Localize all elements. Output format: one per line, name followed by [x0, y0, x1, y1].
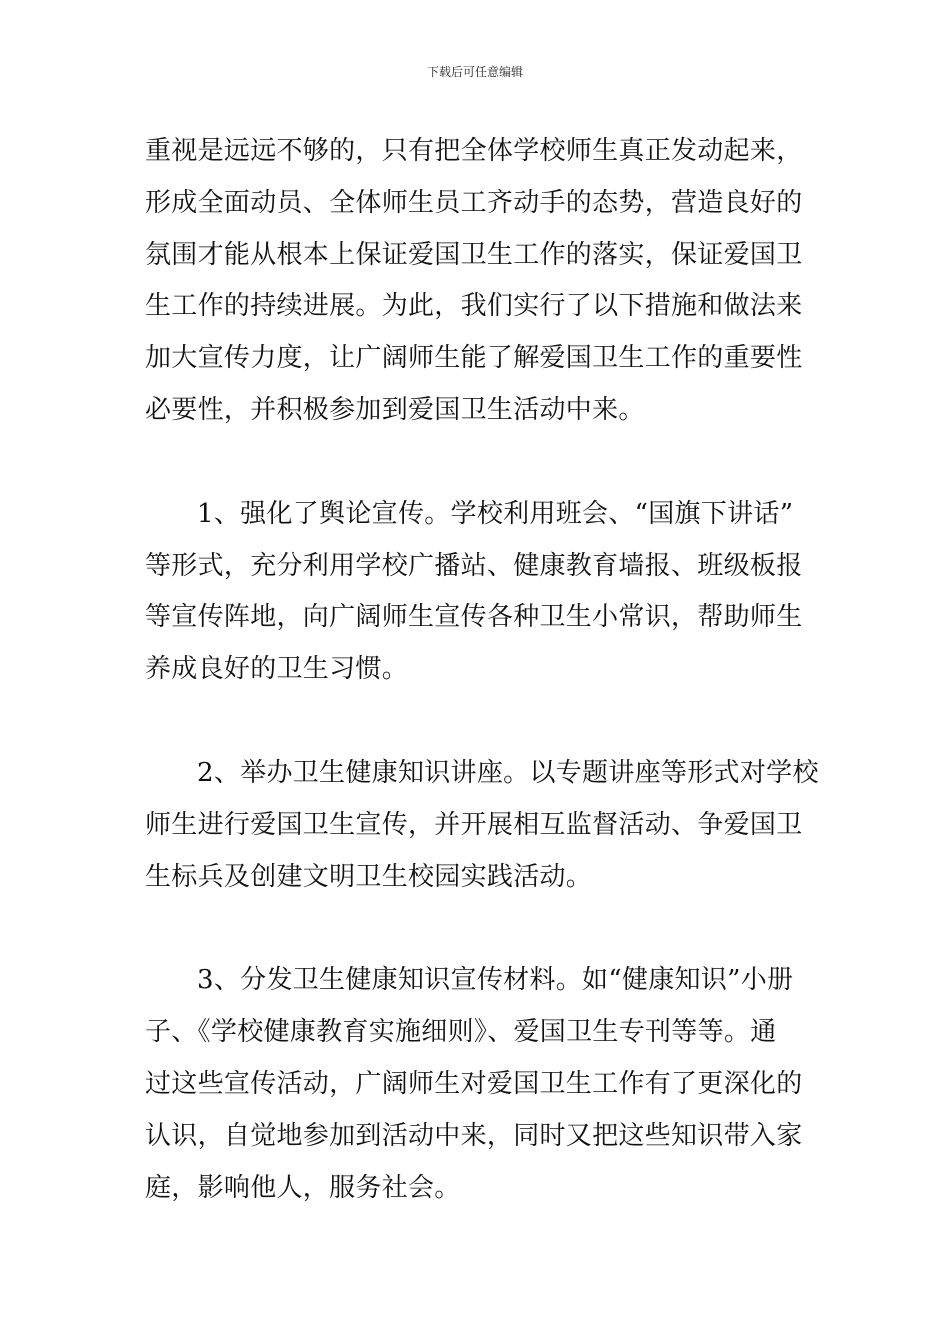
text-line: 形成全面动员、全体师生员工齐动手的态势，营造良好的	[145, 187, 803, 218]
text-line: 等宣传阵地，向广阔师生宣传各种卫生小常识，帮助师生	[145, 602, 803, 633]
text-line: 生标兵及创建文明卫生校园实践活动。	[145, 861, 593, 892]
paragraph-item-2	[145, 748, 819, 903]
text-line: 加大宣传力度，让广阔师生能了解爱国卫生工作的重要性	[145, 343, 803, 374]
paragraph-item-3	[145, 955, 809, 1214]
text-line: 认识，自觉地参加到活动中来，同时又把这些知识带入家	[145, 1120, 803, 1151]
text-line: 庭，影响他人，服务社会。	[145, 1172, 461, 1203]
paragraph-spacer	[145, 903, 809, 955]
paragraph-spacer	[145, 437, 809, 489]
document-body	[145, 126, 819, 1214]
text-line: 氛围才能从根本上保证爱国卫生工作的落实，保证爱国卫	[145, 239, 803, 270]
paragraph-intro	[145, 126, 809, 437]
paragraph-item-1	[145, 489, 809, 696]
text-line: 过这些宣传活动，广阔师生对爱国卫生工作有了更深化的	[145, 1068, 803, 1099]
text-line: 3、分发卫生健康知识宣传材料。如“健康知识”小册	[197, 965, 794, 996]
page-header: 下载后可任意编辑	[426, 65, 523, 79]
text-line: 必要性，并积极参加到爱国卫生活动中来。	[145, 394, 645, 425]
text-line: 师生进行爱国卫生宣传，并开展相互监督活动、争爱国卫	[145, 809, 803, 840]
text-line: 养成良好的卫生习惯。	[145, 654, 409, 685]
text-line: 生工作的持续进展。为此，我们实行了以下措施和做法来	[145, 291, 803, 322]
paragraph-spacer	[145, 696, 809, 748]
text-line: 子、《学校健康教育实施细则》、爱国卫生专刊等等。通	[145, 1017, 777, 1048]
text-line: 2、举办卫生健康知识讲座。以专题讲座等形式对学校	[197, 757, 819, 788]
text-line: 重视是远远不够的，只有把全体学校师生真正发动起来，	[145, 136, 803, 166]
text-line: 1、强化了舆论宣传。学校利用班会、“国旗下讲话”	[197, 498, 794, 529]
text-line: 等形式，充分利用学校广播站、健康教育墙报、班级板报	[145, 550, 803, 581]
